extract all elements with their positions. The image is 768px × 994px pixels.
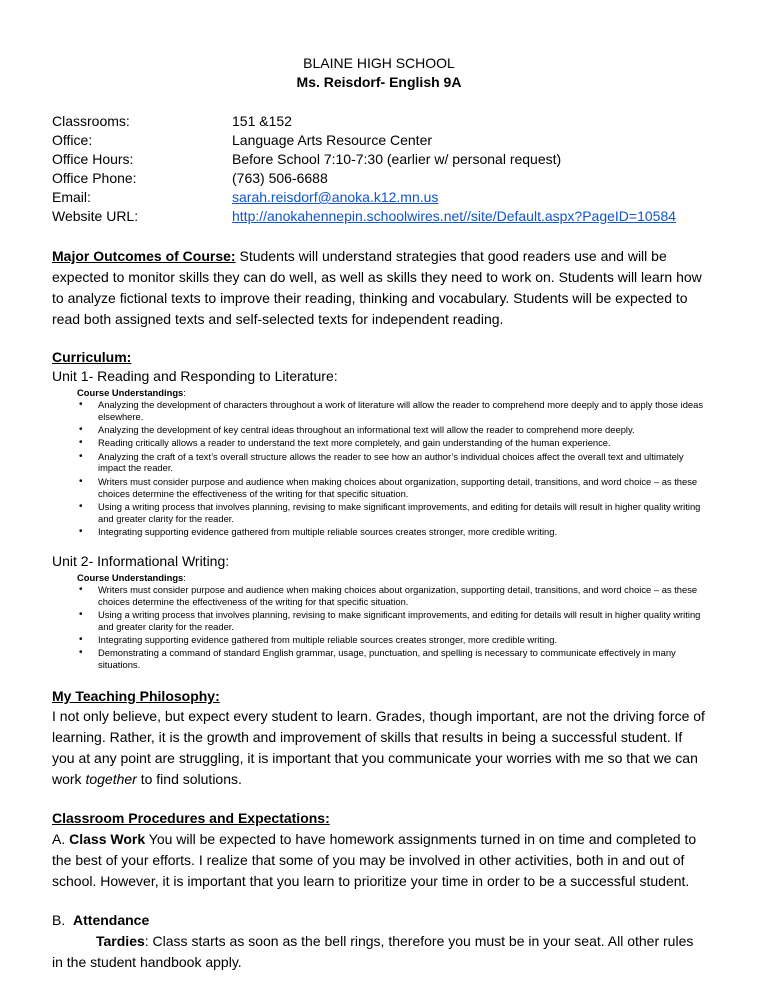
office-value: Language Arts Resource Center (232, 132, 433, 148)
email-label: Email: (52, 189, 91, 205)
philosophy-text-part: I not only believe, but expect every student to learn. Grades, though important, are not the driving force of learning. Rather, it is the growth and improvement of skills that results in being a successful student. If you at any point are struggling, it is important that you communicate your worries with me so that we can work (52, 707, 705, 787)
website-link[interactable]: http://anokahennepin.schoolwires.net//site/Default.aspx?PageID=10584 (232, 208, 677, 224)
unit2-title: Unit 2- Informational Writing: (52, 552, 230, 569)
philosophy-heading: My Teaching Philosophy: (52, 687, 220, 704)
website-label: Website URL: (52, 208, 139, 224)
tardies-label: Tardies (96, 932, 145, 949)
philosophy-text-end: to find solutions. (136, 770, 242, 787)
list-item: • Writers must consider purpose and audience when making choices about organization, supporting detail, transitions, and word choice – as these choices determine the effectiveness of the writing for that specific situation. (77, 584, 706, 608)
list-item: • Demonstrating a command of standard English grammar, usage, punctuation, and spelling is necessary to communicate effectively in many situations. (77, 647, 706, 671)
philosophy-text (52, 706, 706, 790)
class-work-paragraph (52, 829, 706, 892)
attendance-label: Attendance (73, 911, 150, 928)
list-item: • Analyzing the development of key central ideas throughout an informational text will allow the reader to comprehend more deeply. (77, 424, 706, 436)
tardies-paragraph (52, 931, 706, 973)
school-name: BLAINE HIGH SCHOOL (303, 55, 455, 71)
list-item: • Writers must consider purpose and audience when making choices about organization, supporting detail, transitions, and word choice – as these choices determine the effectiveness of the writing for that specific situation. (77, 476, 706, 500)
list-item: • Analyzing the craft of a text’s overall structure allows the reader to see how an author’s individual choices affect the overall text and ultimately impact the reader. (77, 451, 706, 475)
office-phone-value: (763) 506-6688 (232, 170, 328, 186)
philosophy-section (52, 687, 706, 790)
curriculum-section (52, 348, 706, 671)
unit1-cu-label: Course Understandings (77, 387, 184, 398)
office-hours-value: Before School 7:10-7:30 (earlier w/ personal request) (232, 151, 562, 167)
class-work-prefix: A. (52, 830, 70, 847)
unit2-cu-colon: : (183, 571, 186, 583)
tardies-text: : Class starts as soon as the bell rings, therefore you must be in your seat. All other rules in the student handbook apply. (52, 932, 694, 970)
classrooms-value: 151 &152 (232, 113, 292, 129)
outcomes-heading: Major Outcomes of Course: (52, 248, 236, 264)
unit2-list (77, 584, 706, 671)
classrooms-label: Classrooms: (52, 113, 130, 129)
list-item: • Integrating supporting evidence gathered from multiple reliable sources creates stronger, more credible writing. (77, 526, 706, 538)
procedures-heading: Classroom Procedures and Expectations: (52, 809, 330, 826)
unit2-cu-label: Course Understandings (77, 571, 184, 583)
email-link[interactable]: sarah.reisdorf@anoka.k12.mn.us (232, 189, 439, 205)
unit1-cu-colon: : (183, 387, 186, 398)
list-item: • Using a writing process that involves planning, revising to make significant improvements, and editing for details will result in higher quality writing and greater clarity for the reader. (77, 609, 706, 633)
list-item: • Using a writing process that involves planning, revising to make significant improvements, and editing for details will result in higher quality writing and greater clarity for the reader. (77, 501, 706, 525)
contact-labels (52, 112, 232, 226)
curriculum-heading: Curriculum: (52, 349, 132, 365)
class-work-text: You will be expected to have homework assignments turned in on time and completed to the best of your efforts. I realize that some of you may be involved in other activities, both in and out of school. However, it is important that you learn to prioritize your time in order to be a successful student. (52, 830, 697, 889)
outcomes-section (52, 246, 706, 330)
document-header (52, 54, 706, 92)
office-phone-label: Office Phone: (52, 170, 137, 186)
attendance-section (52, 910, 706, 973)
contact-info (52, 112, 706, 226)
attendance-prefix: B. (52, 911, 74, 928)
philosophy-emphasis: together (85, 770, 137, 787)
list-item: • Integrating supporting evidence gathered from multiple reliable sources creates stronger, more credible writing. (77, 634, 706, 646)
office-label: Office: (52, 132, 93, 148)
unit1-understandings (77, 387, 706, 538)
course-title: Ms. Reisdorf- English 9A (296, 74, 462, 90)
procedures-section (52, 808, 706, 892)
list-item: • Reading critically allows a reader to understand the text more completely, and gain understanding of the human experience. (77, 437, 706, 449)
contact-values (232, 112, 706, 226)
outcomes-text: Students will understand strategies that good readers use and will be expected to monitor skills they can do well, as well as skills they need to work on. Students will learn how to analyze fictional texts to improve their reading, thinking and vocabulary. Students will be expected to read both assigned texts and self-selected texts for independent reading. (52, 248, 702, 327)
list-item: • Analyzing the development of characters throughout a work of literature will allow the reader to comprehend more deeply and to apply those ideas elsewhere. (77, 399, 706, 423)
office-hours-label: Office Hours: (52, 151, 134, 167)
unit2-understandings (77, 572, 706, 671)
unit1-title: Unit 1- Reading and Responding to Literature: (52, 368, 338, 384)
class-work-label: Class Work (69, 830, 146, 847)
unit1-list (77, 399, 706, 538)
